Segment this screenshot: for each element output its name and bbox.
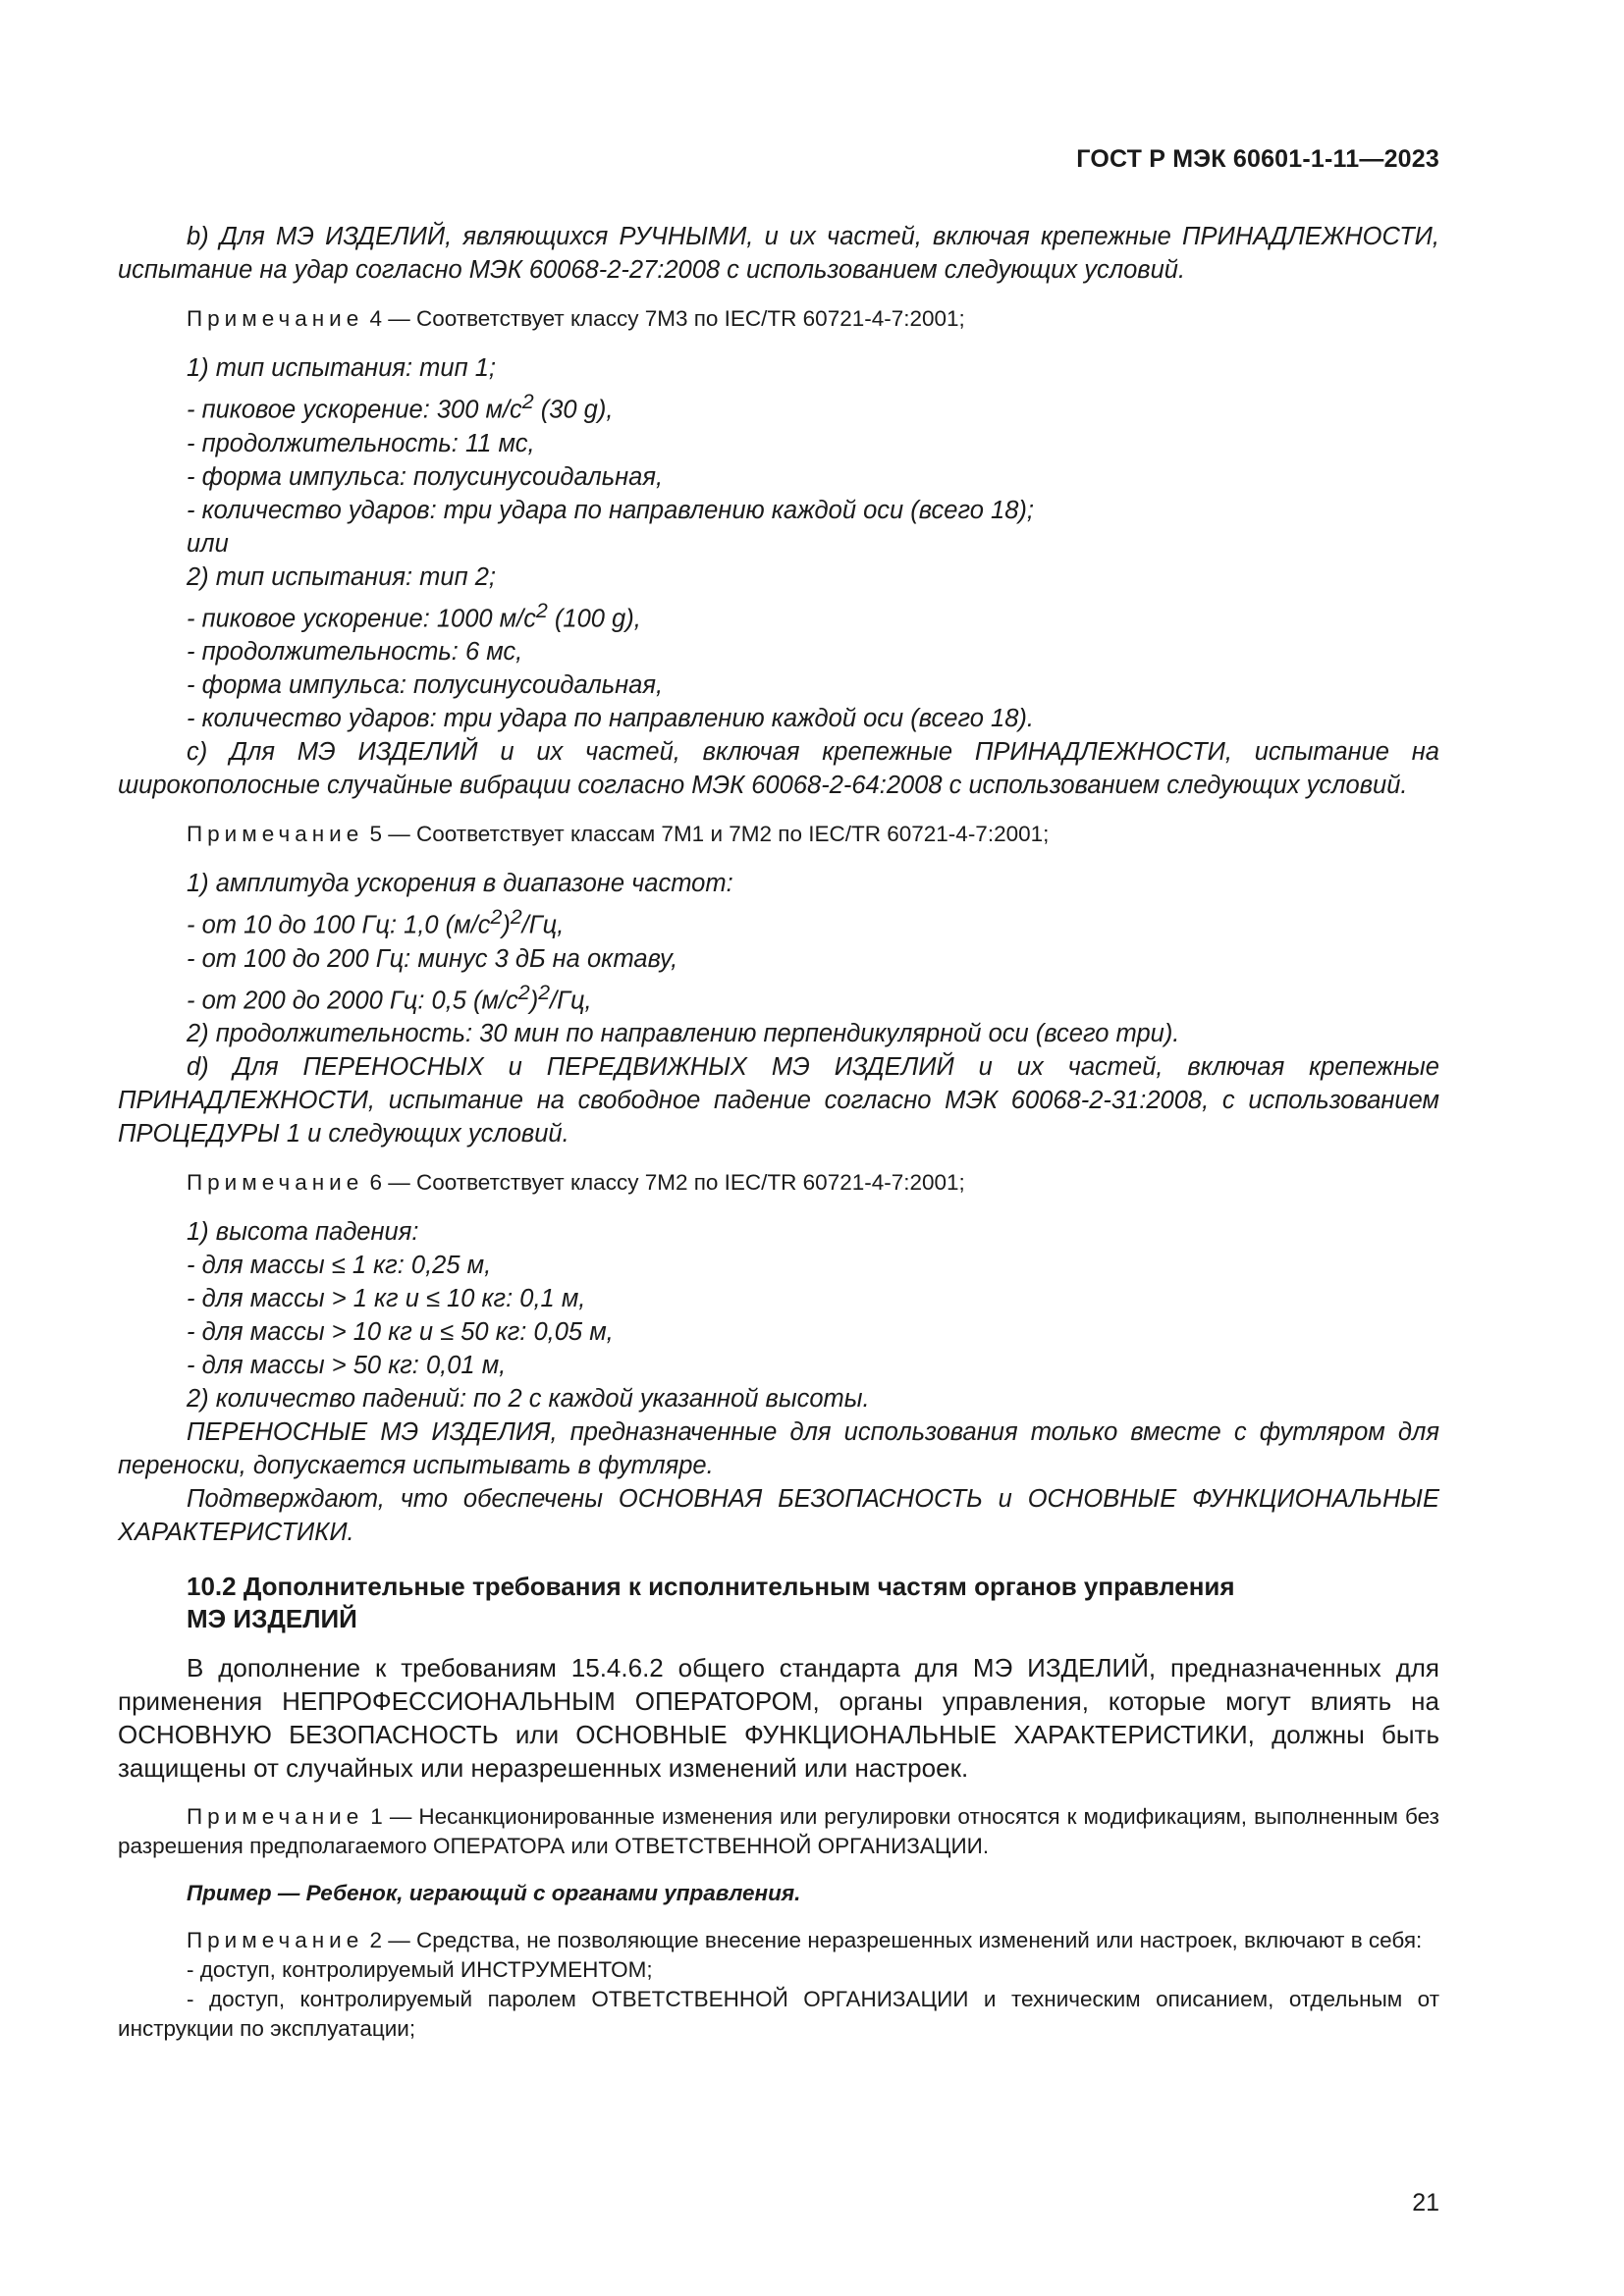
paragraph-d: d) Для ПЕРЕНОСНЫХ и ПЕРЕДВИЖНЫХ МЭ ИЗДЕЛИЙ и их частей, включая крепежные ПРИНАДЛЕЖНОСТИ, испытание на свободное падение согласно МЭК 60068-2-31:2008, с использованием ПРОЦЕДУРЫ 1 и следующих условий.	[118, 1053, 1439, 1148]
list-item: 1) амплитуда ускорения в диапазоне частот:	[187, 870, 733, 897]
example: Пример — Ребенок, играющий с органами управления.	[187, 1881, 801, 1905]
list-item: - от 200 до 2000 Гц: 0,5 $(м/с^2)^2/Гц$,	[187, 980, 592, 1014]
note-label: Примечание	[187, 822, 364, 846]
list-item: - продолжительность: 6 мс,	[187, 638, 523, 666]
list-item: - количество ударов: три удара по направлению каждой оси (всего 18);	[187, 496, 1034, 524]
list-item: 2) количество падений: по 2 с каждой указанной высоты.	[187, 1385, 870, 1413]
note-1	[118, 1802, 1439, 1861]
list-item: - от 100 до 200 Гц: минус 3 дБ на октаву,	[187, 944, 678, 973]
list-item: 1) высота падения:	[187, 1218, 419, 1246]
page-number: 21	[1412, 2189, 1439, 2216]
list-item: - для массы > 10 кг и ≤ 50 кг: 0,05 м,	[187, 1318, 614, 1346]
note-text: 6 — Соответствует классу 7М2 по IEC/TR 60721-4-7:2001;	[369, 1170, 965, 1195]
list-b	[118, 351, 1439, 735]
note-label: Примечание	[187, 1804, 364, 1829]
standard-header: ГОСТ Р МЭК 60601-1-11—2023	[1076, 145, 1439, 173]
note-text: 5 — Соответствует классам 7М1 и 7М2 по IEC/TR 60721-4-7:2001;	[369, 822, 1050, 846]
list-item: - количество ударов: три удара по направлению каждой оси (всего 18).	[187, 705, 1034, 732]
section-heading-10-2: 10.2 Дополнительные требования к исполнительным частям органов управления МЭ ИЗДЕЛИЙ	[187, 1572, 1235, 1633]
note-6	[118, 1168, 1439, 1198]
list-item: - от 10 до 100 Гц: 1,0 $(м/с^2)^2/Гц$,	[187, 905, 565, 939]
note-2	[118, 1926, 1439, 1955]
paragraph-portable: ПЕРЕНОСНЫЕ МЭ ИЗДЕЛИЯ, предназначенные для использования только вместе с футляром для переноски, допускается испытывать в футляре.	[118, 1418, 1439, 1479]
note-text: 4 — Соответствует классу 7М3 по IEC/TR 60721-4-7:2001;	[369, 306, 965, 331]
list-item: 1) тип испытания: тип 1;	[187, 354, 496, 382]
list-item: - пиковое ускорение: 1000 $м/с^2$ (100 g),	[187, 598, 641, 632]
page-body	[118, 220, 1439, 2044]
list-item-or: или	[187, 529, 229, 558]
list-item: - форма импульса: полусинусоидальная,	[187, 671, 664, 699]
note-label: Примечание	[187, 306, 364, 331]
list-c	[118, 867, 1439, 1050]
list-item: - для массы ≤ 1 кг: 0,25 м,	[187, 1252, 492, 1279]
list-item: - форма импульса: полусинусоидальная,	[187, 462, 664, 491]
list-item: 2) продолжительность: 30 мин по направлению перпендикулярной оси (всего три).	[187, 1020, 1180, 1047]
note-label: Примечание	[187, 1170, 364, 1195]
note-4	[118, 304, 1439, 334]
paragraph-addition: В дополнение к требованиям 15.4.6.2 общего стандарта для МЭ ИЗДЕЛИЙ, предназначенных для применения НЕПРОФЕССИОНАЛЬНЫМ ОПЕРАТОРОМ, органы управления, которые могут влиять на ОСНОВНУЮ БЕЗОПАСНОСТЬ или ОСНОВНЫЕ ФУНКЦИОНАЛЬНЫЕ ХАРАКТЕРИСТИКИ, должны быть защищены от случайных или неразрешенных изменений или настроек.	[118, 1653, 1439, 1783]
paragraph-b: b) Для МЭ ИЗДЕЛИЙ, являющихся РУЧНЫМИ, и их частей, включая крепежные ПРИНАДЛЕЖНОСТИ, испытание на удар согласно МЭК 60068-2-27:2008 с использованием следующих условий.	[118, 223, 1439, 284]
note-5	[118, 820, 1439, 849]
note-label: Примечание	[187, 1928, 364, 1952]
list-item: - доступ, контролируемый паролем ОТВЕТСТВЕННОЙ ОРГАНИЗАЦИИ и техническим описанием, отдельным от инструкции по эксплуатации;	[118, 1987, 1439, 2041]
list-item: - доступ, контролируемый ИНСТРУМЕНТОМ;	[187, 1957, 653, 1982]
list-item: - продолжительность: 11 мс,	[187, 429, 535, 457]
note-text: 1 — Несанкционированные изменения или регулировки относятся к модификациям, выполненным без разрешения предполагаемого ОПЕРАТОРА или ОТВЕТСТВЕННОЙ ОРГАНИЗАЦИИ.	[118, 1804, 1439, 1858]
paragraph-c: c) Для МЭ ИЗДЕЛИЙ и их частей, включая крепежные ПРИНАДЛЕЖНОСТИ, испытание на широкополосные случайные вибрации согласно МЭК 60068-2-64:2008 с использованием следующих условий.	[118, 738, 1439, 799]
list-d	[118, 1215, 1439, 1415]
list-item: 2) тип испытания: тип 2;	[187, 562, 496, 591]
paragraph-confirm: Подтверждают, что обеспечены ОСНОВНАЯ БЕЗОПАСНОСТЬ и ОСНОВНЫЕ ФУНКЦИОНАЛЬНЫЕ ХАРАКТЕРИСТИКИ.	[118, 1485, 1439, 1546]
list-item: - для массы > 50 кг: 0,01 м,	[187, 1352, 507, 1379]
list-item: - пиковое ускорение: 300 $м/с^2$ (30 g),	[187, 390, 614, 424]
list-item: - для массы > 1 кг и ≤ 10 кг: 0,1 м,	[187, 1285, 586, 1312]
note-text: 2 — Средства, не позволяющие внесение неразрешенных изменений или настроек, включают в себя:	[369, 1928, 1423, 1952]
